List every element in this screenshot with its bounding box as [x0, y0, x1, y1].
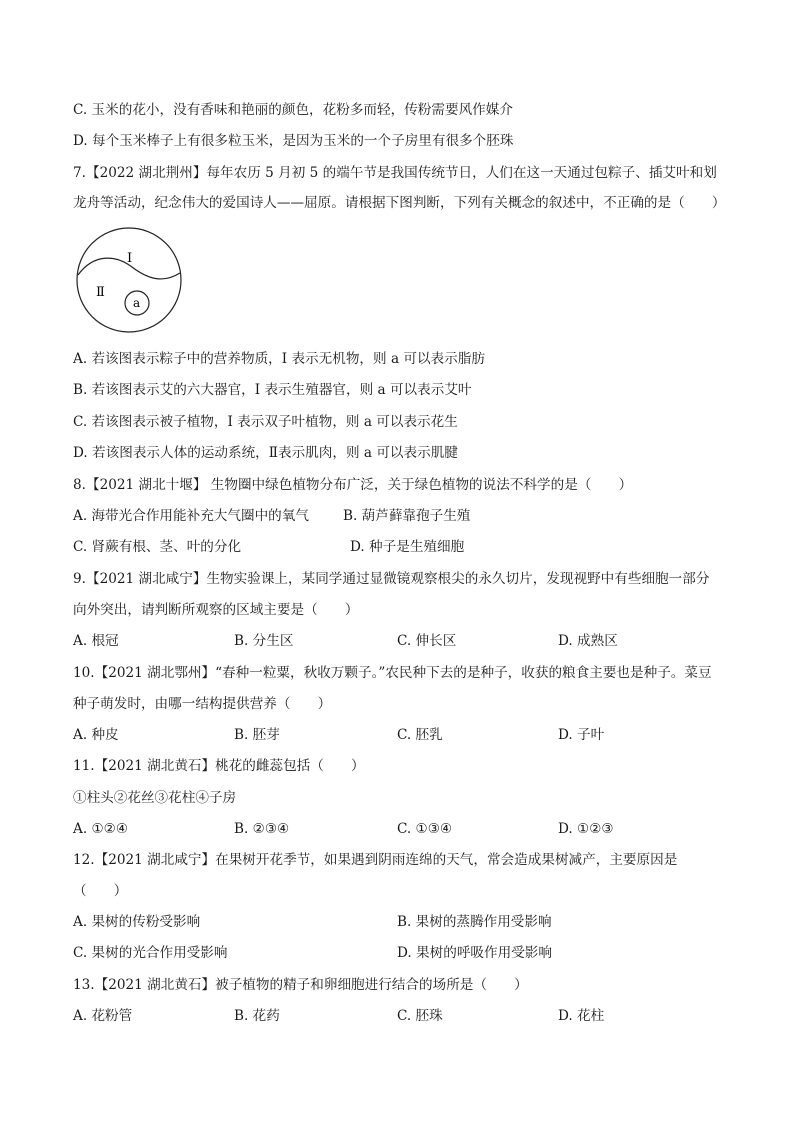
q7-option-b: B. 若该图表示艾的六大器官，I 表示生殖器官，则 a 可以表示艾叶 — [73, 382, 472, 398]
question-7-line-2: 龙舟等活动，纪念伟大的爱国诗人——屈原。请根据下图判断，下列有关概念的叙述中，不正确的是（ ） — [73, 195, 726, 211]
q7-option-a: A. 若该图表示粽子中的营养物质，I 表示无机物，则 a 可以表示脂肪 — [73, 351, 485, 367]
question-9-line-2: 向外突出，请判断所观察的区域主要是（ ） — [73, 602, 359, 618]
question-12-line-1: 12.【2021 湖北咸宁】在果树开花季节，如果遇到阴雨连绵的天气，常会造成果树减产，主要原因是 — [73, 852, 678, 868]
q11-option-d: D. ①②③ — [558, 821, 614, 837]
q10-option-c: C. 胚乳 — [397, 727, 443, 743]
q8-option-d: D. 种子是生殖细胞 — [350, 539, 465, 555]
q10-option-a: A. 种皮 — [73, 727, 119, 743]
label-a: a — [133, 296, 141, 310]
q12-option-b: B. 果树的蒸腾作用受影响 — [397, 914, 552, 930]
q10-option-d: D. 子叶 — [558, 727, 605, 743]
q12-option-a: A. 果树的传粉受影响 — [73, 914, 201, 930]
label-II: Ⅱ — [96, 285, 105, 300]
q11-option-c: C. ①③④ — [397, 821, 453, 837]
q11-option-b: B. ②③④ — [234, 821, 290, 837]
q9-option-a: A. 根冠 — [73, 633, 119, 649]
q8-option-c: C. 肾蕨有根、茎、叶的分化 — [73, 539, 242, 555]
q13-option-b: B. 花药 — [234, 1008, 280, 1024]
q13-option-d: D. 花柱 — [558, 1008, 605, 1024]
q13-option-a: A. 花粉管 — [73, 1008, 133, 1024]
q8-option-a: A. 海带光合作用能补充大气圈中的氧气 — [73, 508, 309, 524]
q9-option-b: B. 分生区 — [234, 633, 294, 649]
q9-option-d: D. 成熟区 — [558, 633, 618, 649]
question-10-line-1: 10.【2021 湖北鄂州】“春种一粒粟，秋收万颗子。”农民种下去的是种子，收获的粮食主要也是种子。菜豆 — [73, 665, 712, 681]
venn-diagram — [74, 225, 184, 335]
q8-option-b: B. 葫芦藓靠孢子生殖 — [343, 508, 471, 524]
option-c-q6: C. 玉米的花小，没有香味和艳丽的颜色，花粉多而轻，传粉需要风作媒介 — [73, 102, 513, 118]
q12-option-d: D. 果树的呼吸作用受影响 — [397, 945, 552, 961]
q7-option-c: C. 若该图表示被子植物，I 表示双子叶植物，则 a 可以表示花生 — [73, 414, 458, 430]
question-7-line-1: 7.【2022 湖北荆州】每年农历 5 月初 5 的端午节是我国传统节日，人们在这一天通过包粽子、插艾叶和划 — [73, 165, 717, 181]
q11-option-a: A. ①②④ — [73, 821, 129, 837]
q10-option-b: B. 胚芽 — [234, 727, 280, 743]
question-8: 8.【2021 湖北十堰】 生物圈中绿色植物分布广泛，关于绿色植物的说法不科学的是（ ） — [73, 477, 633, 493]
q12-option-c: C. 果树的光合作用受影响 — [73, 945, 228, 961]
question-13: 13.【2021 湖北黄石】被子植物的精子和卵细胞进行结合的场所是（ ） — [73, 977, 528, 993]
question-11-items: ①柱头②花丝③花柱④子房 — [73, 790, 237, 806]
question-9-line-1: 9.【2021 湖北咸宁】生物实验课上，某同学通过显微镜观察根尖的永久切片，发现视野中有些细胞一部分 — [73, 571, 710, 587]
question-12-line-2: （ ） — [73, 883, 128, 899]
q7-option-d: D. 若该图表示人体的运动系统，Ⅱ表示肌肉，则 a 可以表示肌腱 — [73, 445, 458, 461]
question-11: 11.【2021 湖北黄石】桃花的雌蕊包括（ ） — [73, 758, 365, 774]
q9-option-c: C. 伸长区 — [397, 633, 457, 649]
option-d-q6: D. 每个玉米棒子上有很多粒玉米，是因为玉米的一个子房里有很多个胚珠 — [73, 133, 514, 149]
label-I: I — [127, 251, 133, 266]
q13-option-c: C. 胚珠 — [397, 1008, 443, 1024]
question-10-line-2: 种子萌发时，由哪一结构提供营养（ ） — [73, 696, 332, 712]
